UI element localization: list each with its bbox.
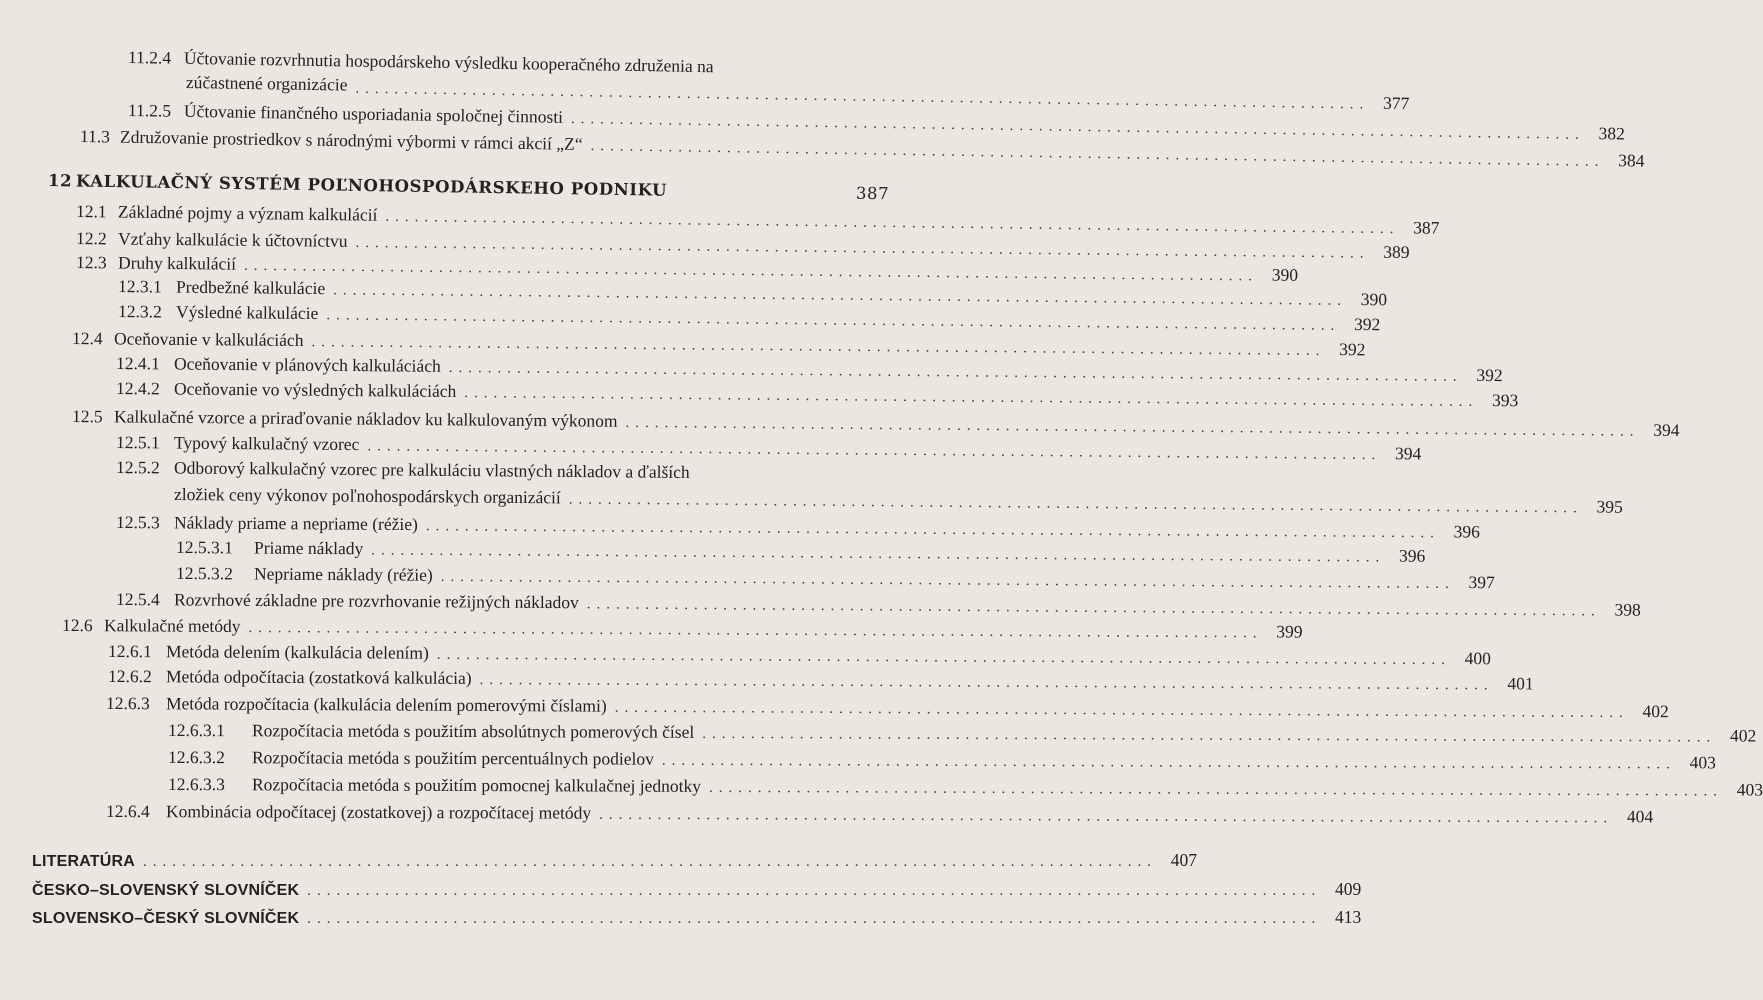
entry-page: 402 <box>1642 701 1669 722</box>
entry-page: 401 <box>1507 673 1534 694</box>
entry-number: 12.2 <box>75 228 107 249</box>
toc-entry-12-6-3-2 <box>167 746 1716 773</box>
entry-number: 12.5 <box>71 406 103 427</box>
leader-dots: ........................................................................................................ <box>371 542 1386 566</box>
entry-number: 12.6 <box>61 615 93 636</box>
leader-dots: ........................................................................................................ <box>307 911 1322 927</box>
entry-number: 12.5.3.1 <box>175 537 233 558</box>
entry-title: Druhy kalkulácií <box>117 252 237 274</box>
entry-title-continuation: zložiek ceny výkonov poľnohospodárskych organizácií <box>173 484 561 508</box>
chapter-title: KALKULAČNÝ SYSTÉM POĽNOHOSPODÁRSKEHO PODNIKU <box>75 171 668 200</box>
section-title: ČESKO–SLOVENSKÝ SLOVNÍČEK <box>32 882 300 899</box>
leader-dots: ........................................................................................................ <box>709 779 1724 800</box>
toc-chapter-12 <box>47 170 890 205</box>
entry-title: Oceňovanie v kalkuláciách <box>113 328 304 351</box>
entry-number: 11.2.4 <box>127 47 172 68</box>
entry-page: 384 <box>1618 150 1645 171</box>
entry-number: 12.6.3.2 <box>167 747 225 768</box>
toc-end-slovensko-cesky <box>32 906 1362 930</box>
toc-end-literatura <box>32 849 1198 873</box>
leader-dots: ........................................................................................................ <box>367 438 1382 464</box>
toc-entry-12-5-3-2 <box>175 562 1495 593</box>
leader-dots: ........................................................................................................ <box>702 725 1717 746</box>
entry-number: 12.6.3 <box>105 693 150 714</box>
toc-entry-12-6-3-1 <box>167 719 1757 746</box>
entry-page: 399 <box>1276 621 1303 642</box>
leader-dots: ........................................................................................................ <box>307 883 1322 899</box>
entry-number: 12.6.3.3 <box>167 774 225 795</box>
entry-title: Účtovanie rozvrhnutia hospodárskeho výsledku kooperačného združenia na <box>183 47 714 77</box>
toc-entry-12-6-1 <box>107 640 1491 669</box>
entry-page: 392 <box>1476 364 1503 386</box>
entry-number: 12.5.2 <box>115 457 160 478</box>
leader-dots: ........................................................................................................ <box>614 699 1629 721</box>
entry-page: 387 <box>855 183 890 204</box>
leader-dots: ........................................................................................................ <box>625 414 1640 440</box>
entry-page: 392 <box>1353 313 1381 335</box>
entry-page: 396 <box>1453 521 1480 542</box>
toc-entry-12-6-4 <box>105 800 1654 827</box>
entry-page: 377 <box>1382 92 1410 114</box>
entry-number: 12.3 <box>75 252 107 273</box>
entry-number: 12.5.4 <box>115 589 160 610</box>
toc-entry-12-6-2 <box>107 665 1534 694</box>
leader-dots: ........................................................................................................ <box>355 80 1370 113</box>
entry-number: 12.3.2 <box>117 301 162 322</box>
toc-entry-12-5-3-1 <box>175 536 1426 566</box>
leader-dots: ........................................................................................................ <box>568 491 1583 517</box>
leader-dots: ........................................................................................................ <box>311 334 1326 359</box>
entry-title: Priame náklady <box>253 537 364 559</box>
entry-page: 390 <box>1360 289 1388 310</box>
entry-page: 392 <box>1339 339 1366 360</box>
entry-page: 407 <box>1170 850 1198 870</box>
section-title: SLOVENSKO–ČESKÝ SLOVNÍČEK <box>32 910 300 927</box>
entry-title: Kalkulačné vzorce a priraďovanie nákladov ku kalkulovaným výkonom <box>113 406 618 431</box>
entry-page: 402 <box>1729 725 1757 746</box>
entry-title: Kombinácia odpočítacej (zostatkovej) a rozpočítacej metódy <box>165 801 592 823</box>
entry-page: 404 <box>1626 806 1654 827</box>
leader-dots: ........................................................................................................ <box>143 854 1158 870</box>
entry-page: 382 <box>1598 123 1626 144</box>
entry-page: 409 <box>1335 879 1362 899</box>
leader-dots: ........................................................................................................ <box>661 752 1676 773</box>
leader-dots: ........................................................................................................ <box>586 596 1601 620</box>
entry-number: 12.5.3.2 <box>175 563 233 584</box>
toc-entry-12-6-3-3 <box>167 773 1763 800</box>
toc-entry-12-5-4 <box>115 588 1641 620</box>
entry-title: Rozpočítacia metóda s použitím percentuálnych podielov <box>251 747 654 769</box>
entry-title: Náklady priame a nepriame (réžie) <box>173 512 418 535</box>
entry-page: 393 <box>1491 390 1519 411</box>
entry-page: 394 <box>1653 419 1680 441</box>
entry-page: 396 <box>1399 545 1426 566</box>
leader-dots: ........................................................................................................ <box>425 518 1440 542</box>
leader-dots: ........................................................................................................ <box>333 282 1348 309</box>
entry-number: 12.5.1 <box>115 432 160 453</box>
entry-title: Oceňovanie vo výsledných kalkuláciách <box>173 378 457 401</box>
entry-title: Oceňovanie v plánových kalkuláciách <box>173 353 441 376</box>
leader-dots: ........................................................................................................ <box>448 359 1463 385</box>
entry-number: 12.3.1 <box>117 276 162 297</box>
entry-page: 389 <box>1383 241 1410 262</box>
leader-dots: ........................................................................................................ <box>326 307 1341 334</box>
toc-entry-12-6-3 <box>105 692 1669 722</box>
leader-dots: ........................................................................................................ <box>355 234 1370 262</box>
entry-title: Nepriame náklady (réžie) <box>253 563 433 585</box>
entry-title: Účtovanie finančného usporiadania spoločnej činnosti <box>183 100 564 127</box>
entry-number: 12.1 <box>75 201 107 222</box>
entry-title: Kalkulačné metódy <box>103 615 241 636</box>
entry-number: 11.2.5 <box>127 100 172 121</box>
entry-title: Rozpočítacia metóda s použitím pomocnej kalkulačnej jednotky <box>251 774 702 796</box>
leader-dots: ........................................................................................................ <box>570 110 1585 143</box>
toc-entry-12-6 <box>61 614 1303 642</box>
entry-title: Združovanie prostriedkov s národnými výbormi v rámci akcií „Z“ <box>119 126 583 154</box>
leader-dots: ........................................................................................................ <box>590 138 1605 170</box>
entry-number: 11.3 <box>79 126 111 147</box>
entry-title: Výsledné kalkulácie <box>175 301 319 324</box>
entry-page: 413 <box>1335 907 1362 927</box>
entry-page: 403 <box>1689 752 1716 773</box>
entry-page: 387 <box>1413 217 1440 238</box>
chapter-number: 12 <box>47 171 73 191</box>
entry-number: 12.6.2 <box>107 666 152 687</box>
entry-page: 400 <box>1464 648 1491 669</box>
entry-title: Rozpočítacia metóda s použitím absolútnych pomerových čísel <box>251 720 695 742</box>
leader-dots: ........................................................................................................ <box>479 671 1494 694</box>
leader-dots: ........................................................................................................ <box>248 619 1263 642</box>
entry-page: 397 <box>1468 572 1495 593</box>
entry-number: 12.4.1 <box>115 353 160 374</box>
entry-title: Metóda delením (kalkulácia delením) <box>165 641 429 663</box>
entry-title: Metóda rozpočítacia (kalkulácia delením pomerovými číslami) <box>165 693 607 716</box>
entry-title: Metóda odpočítacia (zostatková kalkulácia) <box>165 666 472 688</box>
entry-title: Vzťahy kalkulácie k účtovníctvu <box>117 228 348 251</box>
entry-page: 403 <box>1736 779 1763 800</box>
leader-dots: ........................................................................................................ <box>464 385 1479 410</box>
entry-number: 12.6.4 <box>105 801 150 822</box>
entry-page: 398 <box>1614 599 1641 620</box>
section-title: LITERATÚRA <box>32 853 136 870</box>
entry-page: 395 <box>1596 496 1623 517</box>
entry-number: 12.4 <box>71 328 103 349</box>
entry-number: 12.4.2 <box>115 378 160 399</box>
leader-dots: ........................................................................................................ <box>599 806 1614 827</box>
leader-dots: ........................................................................................................ <box>440 568 1455 592</box>
toc-entry-11-2-4-continuation: zúčastnené organizácie <box>185 72 348 95</box>
toc-end-cesko-slovensky <box>32 878 1362 902</box>
leader-dots: ........................................................................................................ <box>243 257 1259 285</box>
entry-title: Odborový kalkulačný vzorec pre kalkuláciu vlastných nákladov a ďalších <box>173 457 690 483</box>
entry-number: 12.6.1 <box>107 641 152 662</box>
entry-page: 394 <box>1394 443 1422 464</box>
entry-title: Základné pojmy a význam kalkulácií <box>117 201 378 225</box>
entry-title: Predbežné kalkulácie <box>175 276 326 299</box>
entry-title: Typový kalkulačný vzorec <box>173 432 360 455</box>
leader-dots: ........................................................................................................ <box>436 646 1451 669</box>
leader-dots: ........................................................................................................ <box>385 208 1400 238</box>
entry-page: 390 <box>1271 264 1299 285</box>
entry-title: Rozvrhové základne pre rozvrhovanie režijných nákladov <box>173 589 579 613</box>
toc-entry-12-5-2-continuation <box>173 483 1623 517</box>
entry-number: 12.6.3.1 <box>167 720 225 741</box>
entry-number: 12.5.3 <box>115 512 160 533</box>
